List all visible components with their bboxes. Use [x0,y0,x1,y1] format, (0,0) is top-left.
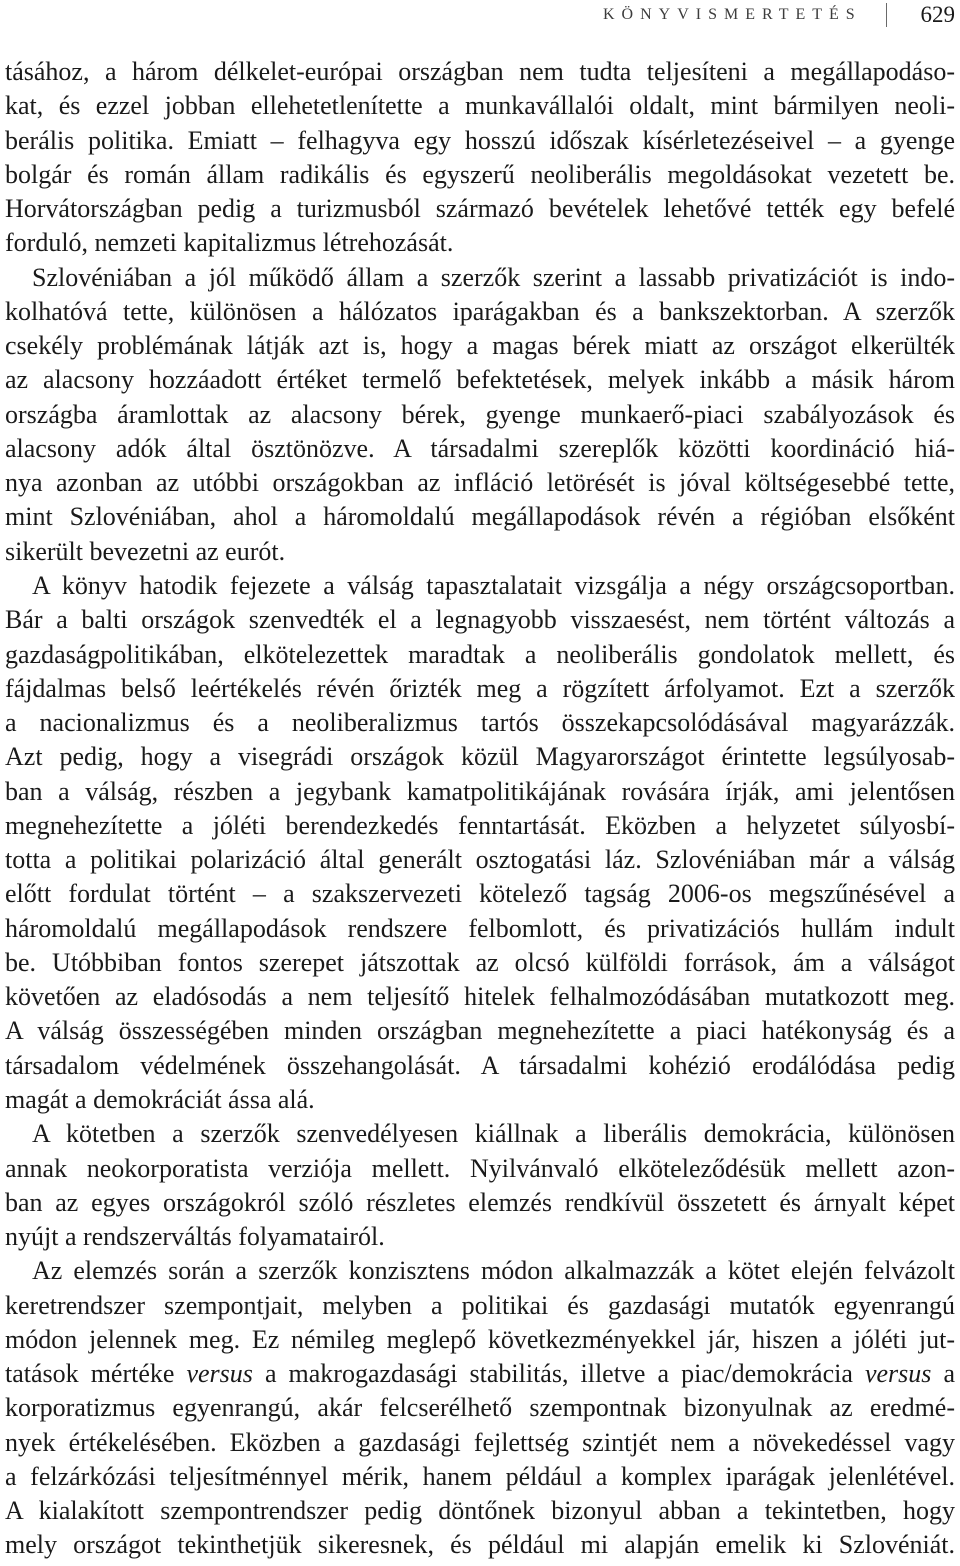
text-line: A kialakított szempontrendszer pedig döntőnek bizonyul abban a tekintetben, hogy [5,1496,955,1526]
text-line: forduló, nemzeti kapitalizmus létrehozását. [5,228,454,258]
text-line: ban a válság, részben a jegybank kamatpolitikájának rovására írják, ami jelentősen [5,776,955,806]
text-line: háromoldalú megállapodások rendszere felbomlott, és privatizációs hullám indult [5,913,955,943]
body-text [5,55,955,1563]
text-line: annak neokorporatista verziója mellett. Nyilvánvaló elköteleződésük mellett azon- [5,1153,955,1183]
text-line: Bár a balti országok szenvedték el a legnagyobb visszaesést, nem történt változás a [5,605,955,635]
text-line: megnehezítette a jóléti berendezkedés fenntartását. Eközben a helyzetet súlyosbí- [5,810,955,840]
text-line: mint Szlovéniában, ahol a háromoldalú megállapodások révén a régióban elsőként [5,502,955,532]
text-line: keretrendszer szempontjait, melyben a politikai és gazdasági mutatók egyenrangú [5,1290,955,1320]
page-number: 629 [920,2,955,27]
text-line: korporatizmus egyenrangú, akár felcserélhető szempontnak bizonyulnak az eredmé- [5,1393,955,1423]
text-line: alacsony adók által ösztönözve. A társadalmi szereplők közötti koordináció hiá- [5,433,955,463]
text-line: követően az eladósodás a nem teljesítő hitelek felhalmozódásában mutatkozott meg. [5,982,955,1012]
text-line: fájdalmas belső leértékelés révén őrizték meg a rögzített árfolyamot. Ezt a szerzők [5,673,955,703]
emphasis-text: versus [186,1359,253,1389]
paragraph [5,55,955,261]
paragraph [5,1254,955,1562]
text-line: társadalom védelmének összehangolását. A társadalmi kohézió erodálódása pedig [5,1050,955,1080]
section-title: KÖNYVISMERTETÉS [603,6,862,23]
running-head-divider [886,3,887,27]
text-line: kolhatóvá tette, különösen a hálózatos iparágakban és a bankszektorban. A szerzők [5,296,955,326]
text-line: Azt pedig, hogy a visegrádi országok közül Magyarországot érintette legsúlyosab- [5,742,955,772]
text-line: berális politika. Emiatt – felhagyva egy hosszú időszak kísérletezéseivel – a gyenge [5,125,955,155]
text-line: országba áramlottak az alacsony bérek, gyenge munkaerő-piaci szabályozások és [5,399,955,429]
text-line: sikerült bevezetni az eurót. [5,536,286,566]
text-line: totta a politikai polarizáció által generált osztogatási láz. Szlovéniában már a válság [5,845,955,875]
running-head [0,0,960,32]
text-line [5,1357,955,1391]
text-line: a nacionalizmus és a neoliberalizmus tartós összekapcsolódásával magyarázzák. [5,708,955,738]
text-line: tásához, a három délkelet-európai országban nem tudta teljesíteni a megállapodáso- [5,57,955,86]
text-line: a felzárkózási teljesítménnyel mérik, hanem például a komplex iparágak jelenlétével. [5,1461,955,1491]
text-line: A kötetben a szerzők szenvedélyesen kiállnak a liberális demokrácia, különösen [32,1119,955,1149]
text-line: kat, és ezzel jobban ellehetetlenítette a munkavállalói oldalt, mint bármilyen neoli- [5,91,955,121]
paragraph [5,1117,955,1254]
text-line: Szlovéniában a jól működő állam a szerzők szerint a lassabb privatizációt is indo- [32,262,955,292]
emphasis-text: versus [864,1359,932,1389]
text-line: előtt fordulat történt – a szakszervezeti kötelező tagság 2006-os megszűnésével a [5,879,955,909]
text-line: Horvátországban pedig a turizmusból származó bevételek lehetővé tették egy befelé [5,194,955,224]
text-segment: a [931,1359,955,1389]
text-line: bolgár és román állam radikális és egyszerű neoliberális megoldásokat vezetett be. [5,159,955,189]
text-segment: tatások mértéke [5,1359,187,1389]
text-line: ban az egyes országokról szóló részletes elemzés rendkívül összetett és árnyalt képet [5,1187,955,1217]
text-line: A válság összességében minden országban megnehezítette a piaci hatékonyság és a [5,1016,955,1046]
text-line: Az elemzés során a szerzők konzisztens módon alkalmazzák a kötet elején felvázolt [32,1256,955,1286]
text-segment: a makrogazdasági stabilitás, illetve a piac/demokrácia [252,1359,865,1389]
text-line: magát a demokráciát ássa alá. [5,1084,315,1114]
text-line: az alacsony hozzáadott értéket termelő befektetések, melyek inkább a másik három [5,365,955,395]
text-line: mely országot tekinthetjük sikeresnek, és például mi alapján emelik ki Szlovéniát. [5,1530,955,1560]
text-line: módon jelennek meg. Ez némileg meglepő következményekkel jár, hiszen a jóléti jut- [5,1324,955,1354]
text-line: nya azonban az utóbbi országokban az infláció letörését is jóval költségesebbé tette, [5,468,955,498]
text-line: A könyv hatodik fejezete a válság tapasztalatait vizsgálja a négy országcsoportban. [32,570,955,600]
text-line: csekély problémának látják azt is, hogy a magas bérek miatt az országot elkerülték [5,331,955,361]
paragraph [5,569,955,1117]
text-line: nyújt a rendszerváltás folyamatairól. [5,1222,385,1252]
paragraph [5,261,955,569]
text-line: nyek értékelésében. Eközben a gazdasági fejlettség szintjét nem a növekedéssel vagy [5,1427,955,1457]
text-line: be. Utóbbiban fontos szerepet játszottak az olcsó külföldi források, ám a válságot [5,947,955,977]
text-line: gazdaságpolitikában, elkötelezettek maradtak a neoliberális gondolatok mellett, és [5,639,955,669]
